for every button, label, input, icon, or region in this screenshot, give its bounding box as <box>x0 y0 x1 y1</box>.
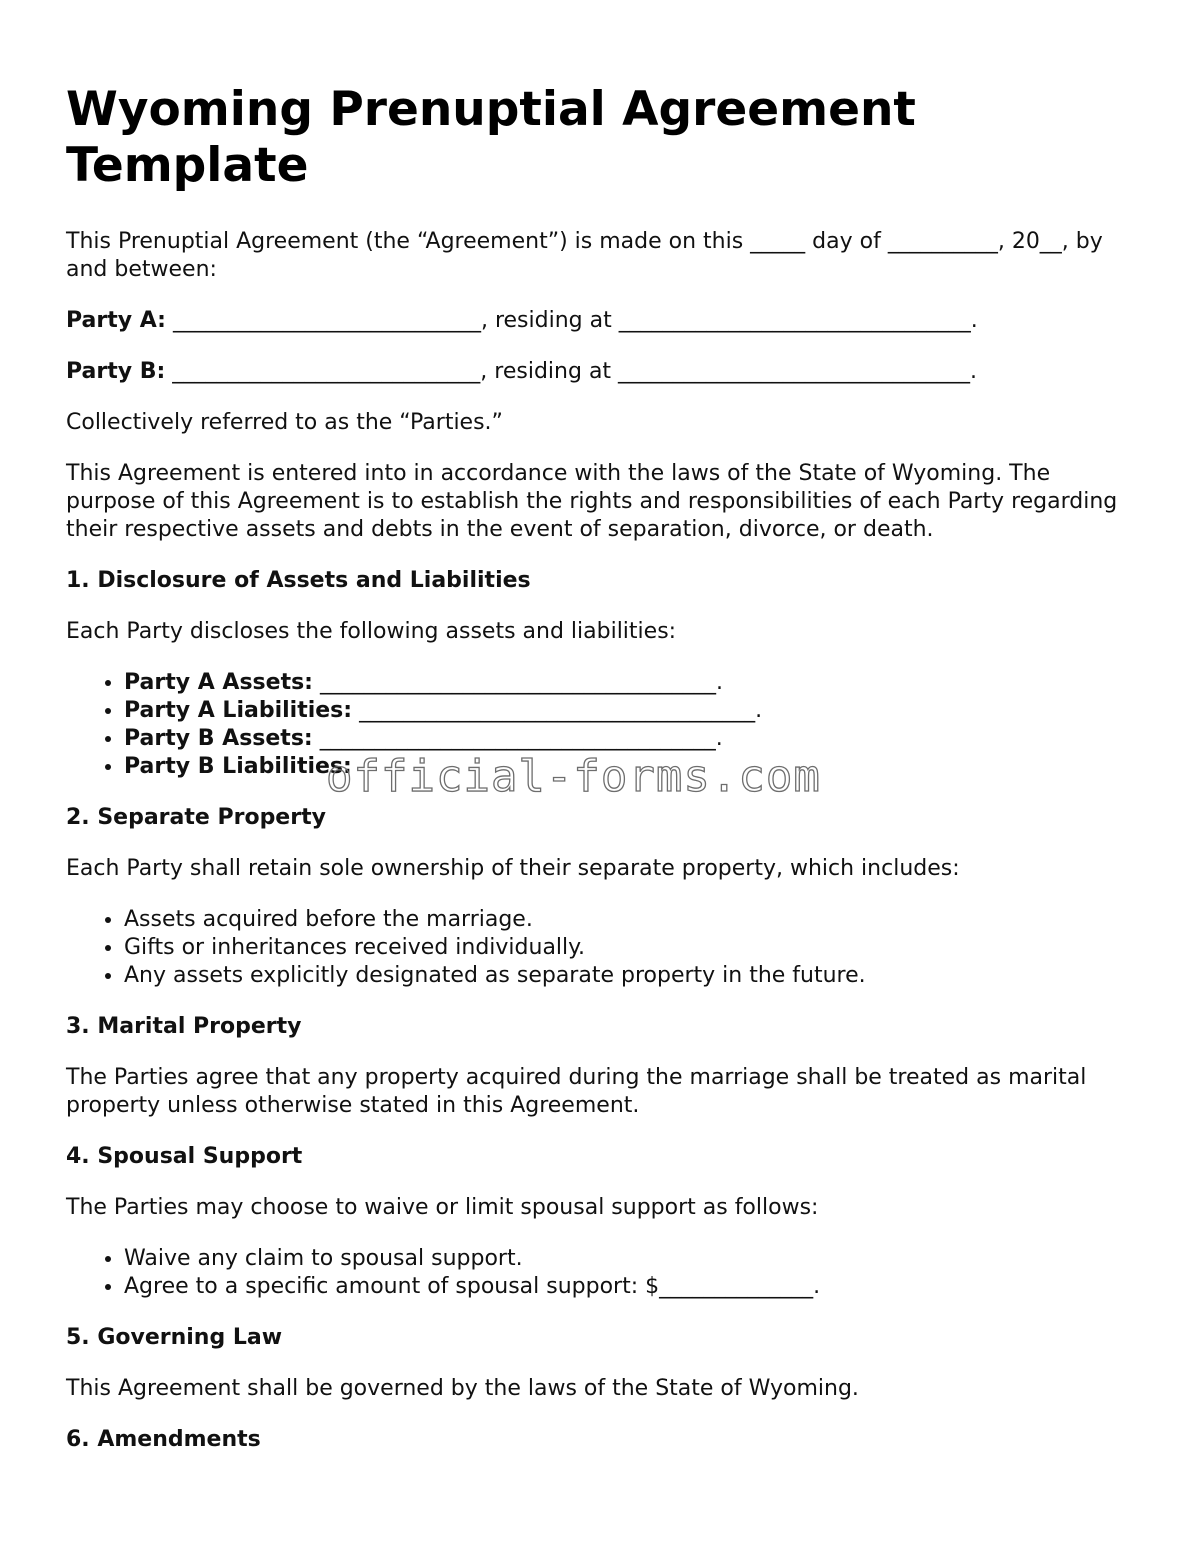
party-a-label: Party A: <box>66 308 166 333</box>
list-item-blank: ____________________________________. <box>312 670 723 695</box>
section-4-body: The Parties may choose to waive or limit spousal support as follows: <box>66 1195 819 1220</box>
document-page <box>66 82 1136 1477</box>
section-1-heading: 1. Disclosure of Assets and Liabilities <box>66 568 531 593</box>
party-b-line <box>66 358 1136 386</box>
section-5-body: This Agreement shall be governed by the laws of the State of Wyoming. <box>66 1376 859 1401</box>
watermark: official-forms.com <box>326 751 821 802</box>
list-item <box>124 753 1136 781</box>
section-5-heading: 5. Governing Law <box>66 1325 283 1350</box>
section-3-heading: 3. Marital Property <box>66 1014 302 1039</box>
list-item-label: Party B Assets: <box>124 726 313 751</box>
intro-paragraph: This Prenuptial Agreement (the “Agreement”) is made on this _____ day of __________, 20__, by and between: <box>66 229 1103 282</box>
list-item-label: Party A Assets: <box>124 670 313 695</box>
list-item-label: Party A Liabilities: <box>124 698 353 723</box>
section-3-body: The Parties agree that any property acquired during the marriage shall be treated as marital property unless otherwise stated in this Agreement. <box>66 1065 1087 1118</box>
party-b-blank: ____________________________, residing at ________________________________. <box>165 359 978 384</box>
list-item <box>124 697 1136 725</box>
section-2-body: Each Party shall retain sole ownership of their separate property, which includes: <box>66 856 960 881</box>
party-a-blank: ____________________________, residing at ________________________________. <box>165 308 978 333</box>
list-item: • Assets acquired before the marriage. <box>124 906 1136 934</box>
section-6-heading: 6. Amendments <box>66 1427 261 1452</box>
section-1-body: Each Party discloses the following assets and liabilities: <box>66 619 677 644</box>
list-item <box>124 669 1136 697</box>
spousal-support-list <box>66 1245 1136 1301</box>
list-item-label: Party B Liabilities: <box>124 754 352 779</box>
separate-property-list <box>66 906 1136 990</box>
party-b-label: Party B: <box>66 359 166 384</box>
list-item-blank: ____________________________________. <box>312 726 723 751</box>
list-item: • Gifts or inheritances received individually. <box>124 934 1136 962</box>
list-item <box>124 725 1136 753</box>
list-item-blank: ____________________________________. <box>352 698 763 723</box>
list-item: • Any assets explicitly designated as separate property in the future. <box>124 962 1136 990</box>
disclosure-list <box>66 669 1136 781</box>
list-item: • Waive any claim to spousal support. <box>124 1245 1136 1273</box>
list-item: • Agree to a specific amount of spousal support: $______________. <box>124 1273 1136 1301</box>
document-title: Wyoming Prenuptial Agreement Template <box>66 82 916 193</box>
purpose-paragraph: This Agreement is entered into in accordance with the laws of the State of Wyoming. The purpose of this Agreement is to establish the rights and responsibilities of each Party regarding their respective assets and debts in the event of separation, divorce, or death. <box>66 461 1118 542</box>
party-a-line <box>66 307 1136 335</box>
collectively-paragraph: Collectively referred to as the “Parties.” <box>66 410 503 435</box>
section-2-heading: 2. Separate Property <box>66 805 326 830</box>
section-4-heading: 4. Spousal Support <box>66 1144 303 1169</box>
